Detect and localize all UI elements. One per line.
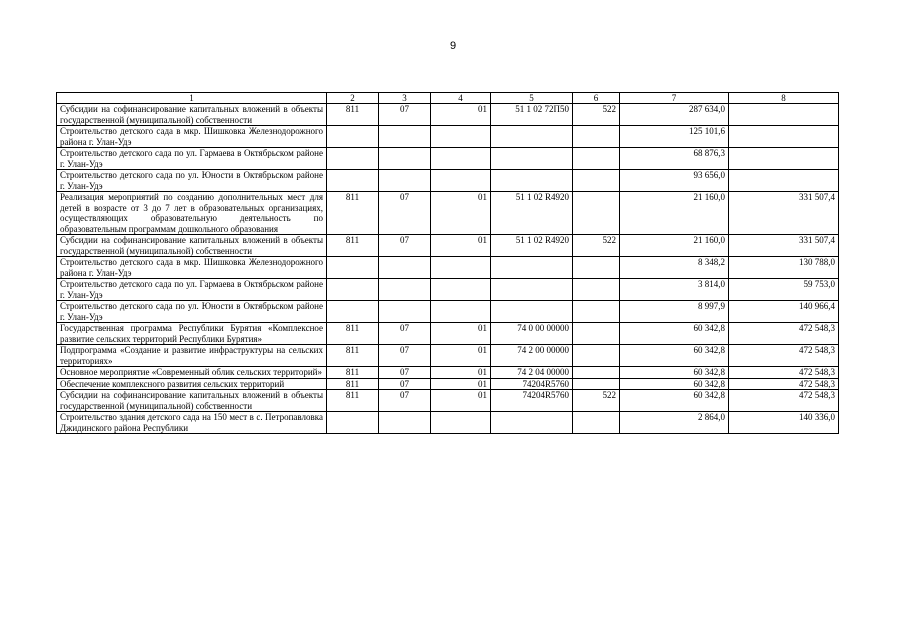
table-row [57, 367, 839, 379]
cell-description: Подпрограмма «Создание и развитие инфраструктуры на сельских территориях» [57, 345, 327, 367]
cell-amount-col8: 140 966,4 [729, 301, 839, 323]
cell-description: Строительство детского сада по ул. Гармаева в Октябрьском районе г. Улан-Удэ [57, 279, 327, 301]
cell-ministry-code [327, 412, 379, 434]
cell-description: Субсидии на софинансирование капитальных вложений в объекты государственной (муниципальной) собственности [57, 390, 327, 412]
cell-subsection [431, 126, 491, 148]
cell-expense-type [573, 126, 620, 148]
table-row [57, 170, 839, 192]
cell-amount-col7: 93 656,0 [620, 170, 729, 192]
cell-ministry-code: 811 [327, 235, 379, 257]
cell-target-article [491, 301, 573, 323]
cell-section [379, 257, 431, 279]
cell-section [379, 148, 431, 170]
table-row [57, 257, 839, 279]
table-row [57, 412, 839, 434]
cell-amount-col8: 140 336,0 [729, 412, 839, 434]
cell-expense-type: 522 [573, 390, 620, 412]
cell-target-article [491, 148, 573, 170]
table-header-row [57, 93, 839, 104]
cell-description: Основное мероприятие «Современный облик сельских территорий» [57, 367, 327, 379]
table-row [57, 279, 839, 301]
cell-target-article: 74204R5760 [491, 378, 573, 390]
header-col-1: 1 [57, 93, 327, 104]
cell-expense-type [573, 279, 620, 301]
cell-subsection: 01 [431, 378, 491, 390]
cell-target-article: 74 2 04 00000 [491, 367, 573, 379]
cell-description: Строительство детского сада по ул. Юности в Октябрьском районе г. Улан-Удэ [57, 170, 327, 192]
cell-subsection [431, 279, 491, 301]
cell-expense-type [573, 345, 620, 367]
cell-description: Строительство детского сада по ул. Гармаева в Октябрьском районе г. Улан-Удэ [57, 148, 327, 170]
cell-section: 07 [379, 345, 431, 367]
cell-subsection [431, 170, 491, 192]
cell-amount-col7: 60 342,8 [620, 378, 729, 390]
cell-amount-col7: 60 342,8 [620, 390, 729, 412]
cell-expense-type: 522 [573, 104, 620, 126]
cell-description: Строительство детского сада в мкр. Шишковка Железнодорожного района г. Улан-Удэ [57, 257, 327, 279]
cell-target-article [491, 257, 573, 279]
cell-ministry-code [327, 301, 379, 323]
cell-amount-col8: 331 507,4 [729, 192, 839, 235]
cell-description: Субсидии на софинансирование капитальных вложений в объекты государственной (муниципальной) собственности [57, 104, 327, 126]
cell-amount-col8 [729, 104, 839, 126]
cell-section: 07 [379, 104, 431, 126]
cell-target-article [491, 279, 573, 301]
header-col-7: 7 [620, 93, 729, 104]
cell-target-article: 51 1 02 R4920 [491, 235, 573, 257]
header-col-5: 5 [491, 93, 573, 104]
cell-amount-col8: 472 548,3 [729, 378, 839, 390]
cell-ministry-code [327, 170, 379, 192]
cell-target-article [491, 126, 573, 148]
cell-amount-col8: 59 753,0 [729, 279, 839, 301]
cell-section: 07 [379, 378, 431, 390]
cell-target-article: 51 1 02 R4920 [491, 192, 573, 235]
cell-amount-col7: 21 160,0 [620, 192, 729, 235]
cell-expense-type [573, 170, 620, 192]
cell-subsection: 01 [431, 235, 491, 257]
cell-description: Строительство здания детского сада на 150 мест в с. Петропавловка Джидинского района Республики [57, 412, 327, 434]
table-row [57, 378, 839, 390]
cell-ministry-code [327, 148, 379, 170]
cell-subsection: 01 [431, 345, 491, 367]
cell-amount-col8: 130 788,0 [729, 257, 839, 279]
cell-amount-col8: 472 548,3 [729, 367, 839, 379]
cell-amount-col7: 21 160,0 [620, 235, 729, 257]
cell-subsection [431, 301, 491, 323]
cell-description: Строительство детского сада в мкр. Шишковка Железнодорожного района г. Улан-Удэ [57, 126, 327, 148]
cell-amount-col7: 8 997,9 [620, 301, 729, 323]
table-row [57, 192, 839, 235]
cell-amount-col8: 331 507,4 [729, 235, 839, 257]
cell-amount-col7: 8 348,2 [620, 257, 729, 279]
cell-subsection: 01 [431, 192, 491, 235]
cell-expense-type: 522 [573, 235, 620, 257]
cell-amount-col7: 2 864,0 [620, 412, 729, 434]
header-col-3: 3 [379, 93, 431, 104]
table-row [57, 235, 839, 257]
cell-ministry-code: 811 [327, 345, 379, 367]
cell-expense-type [573, 378, 620, 390]
cell-description: Строительство детского сада по ул. Юности в Октябрьском районе г. Улан-Удэ [57, 301, 327, 323]
table-row [57, 345, 839, 367]
cell-target-article: 74 2 00 00000 [491, 345, 573, 367]
cell-expense-type [573, 323, 620, 345]
cell-amount-col8 [729, 148, 839, 170]
cell-amount-col8: 472 548,3 [729, 323, 839, 345]
cell-amount-col7: 60 342,8 [620, 323, 729, 345]
cell-subsection: 01 [431, 323, 491, 345]
cell-section [379, 279, 431, 301]
cell-section: 07 [379, 390, 431, 412]
page-number: 9 [449, 40, 457, 52]
table-row [57, 390, 839, 412]
cell-amount-col8: 472 548,3 [729, 390, 839, 412]
cell-section [379, 170, 431, 192]
cell-expense-type [573, 367, 620, 379]
cell-description: Обеспечение комплексного развития сельских территорий [57, 378, 327, 390]
cell-target-article: 51 1 02 72П50 [491, 104, 573, 126]
cell-amount-col7: 60 342,8 [620, 345, 729, 367]
cell-subsection [431, 148, 491, 170]
table-row [57, 126, 839, 148]
cell-section: 07 [379, 192, 431, 235]
cell-subsection: 01 [431, 367, 491, 379]
cell-subsection [431, 257, 491, 279]
cell-section: 07 [379, 323, 431, 345]
table-row [57, 148, 839, 170]
cell-amount-col7: 287 634,0 [620, 104, 729, 126]
cell-ministry-code: 811 [327, 367, 379, 379]
table-row [57, 104, 839, 126]
table-row [57, 301, 839, 323]
cell-amount-col7: 3 814,0 [620, 279, 729, 301]
cell-ministry-code [327, 126, 379, 148]
cell-subsection: 01 [431, 390, 491, 412]
cell-amount-col7: 125 101,6 [620, 126, 729, 148]
table-row [57, 323, 839, 345]
cell-amount-col7: 60 342,8 [620, 367, 729, 379]
table-body [57, 104, 839, 434]
cell-ministry-code [327, 279, 379, 301]
cell-ministry-code: 811 [327, 104, 379, 126]
cell-target-article [491, 412, 573, 434]
cell-amount-col8 [729, 170, 839, 192]
cell-section [379, 126, 431, 148]
cell-description: Реализация мероприятий по созданию дополнительных мест для детей в возрасте от 3 до 7 лет в образовательных организациях, осуществляющих образовательную деятельность по образовательным программам дошкольного образования [57, 192, 327, 235]
cell-amount-col8: 472 548,3 [729, 345, 839, 367]
cell-subsection [431, 412, 491, 434]
cell-section [379, 412, 431, 434]
cell-target-article [491, 170, 573, 192]
cell-ministry-code: 811 [327, 378, 379, 390]
cell-amount-col7: 68 876,3 [620, 148, 729, 170]
cell-section: 07 [379, 367, 431, 379]
budget-table [56, 92, 839, 434]
cell-expense-type [573, 412, 620, 434]
cell-expense-type [573, 192, 620, 235]
cell-amount-col8 [729, 126, 839, 148]
cell-target-article: 74 0 00 00000 [491, 323, 573, 345]
header-col-2: 2 [327, 93, 379, 104]
header-col-4: 4 [431, 93, 491, 104]
cell-expense-type [573, 301, 620, 323]
cell-ministry-code: 811 [327, 323, 379, 345]
cell-ministry-code: 811 [327, 192, 379, 235]
header-col-6: 6 [573, 93, 620, 104]
cell-description: Субсидии на софинансирование капитальных вложений в объекты государственной (муниципальной) собственности [57, 235, 327, 257]
cell-expense-type [573, 148, 620, 170]
cell-target-article: 74204R5760 [491, 390, 573, 412]
cell-section: 07 [379, 235, 431, 257]
cell-ministry-code [327, 257, 379, 279]
cell-section [379, 301, 431, 323]
header-col-8: 8 [729, 93, 839, 104]
cell-expense-type [573, 257, 620, 279]
cell-subsection: 01 [431, 104, 491, 126]
cell-ministry-code: 811 [327, 390, 379, 412]
cell-description: Государственная программа Республики Бурятия «Комплексное развитие сельских территорий Республики Бурятия» [57, 323, 327, 345]
